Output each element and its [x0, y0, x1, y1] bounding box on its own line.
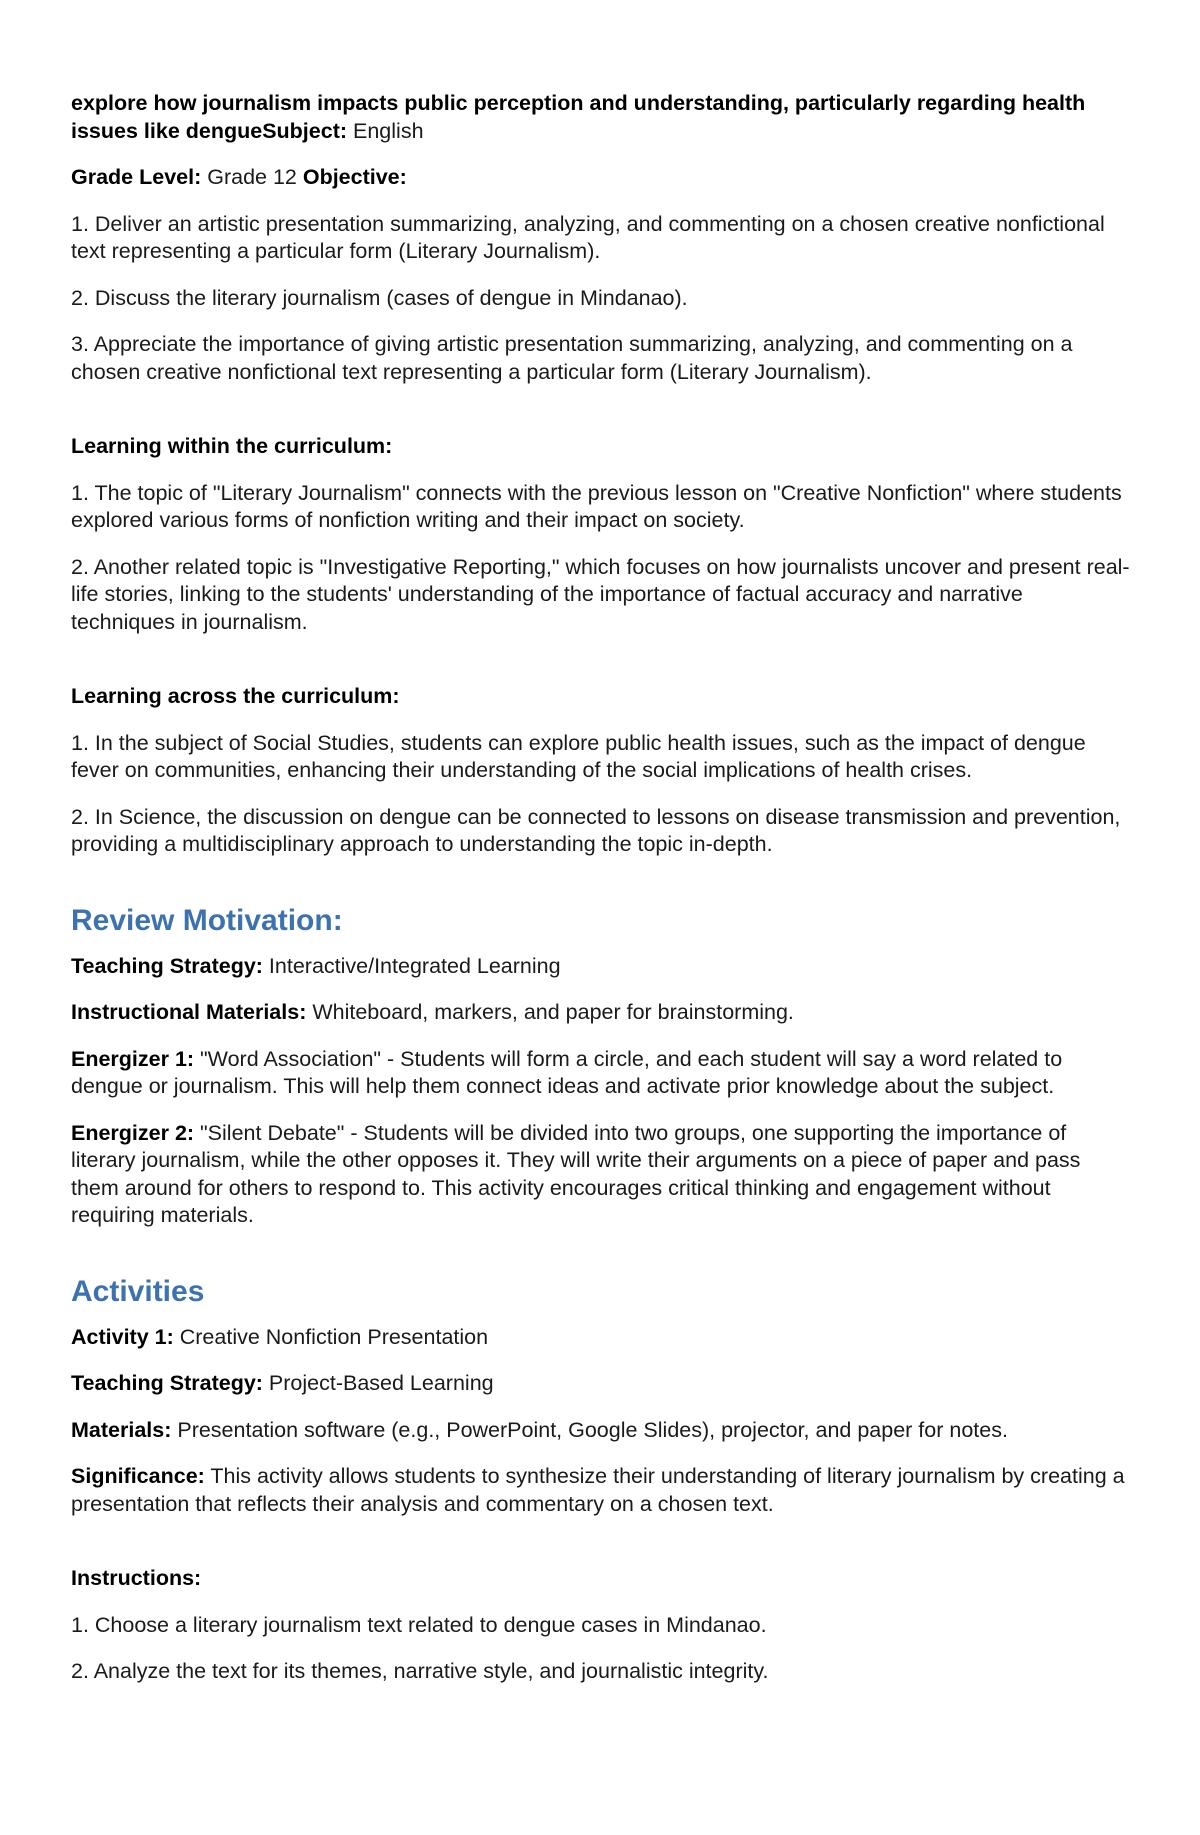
activities-heading: Activities	[71, 1274, 205, 1308]
intro-paragraph	[71, 90, 1130, 145]
grade-value: Grade 12	[201, 165, 303, 189]
activity-1-label: Activity 1:	[71, 1324, 174, 1349]
across-curriculum-heading-text: Learning across the curriculum:	[71, 684, 400, 708]
within-curriculum-heading	[71, 433, 1130, 461]
activity-significance-label: Significance:	[71, 1464, 205, 1488]
energizer-1-value: "Word Association" - Students will form a circle, and each student will say a word related to dengue or journalism. This will help them connect ideas and activate prior knowledge about the subject.	[71, 1046, 1063, 1098]
activity-strategy-value: Project-Based Learning	[262, 1371, 494, 1395]
objective-item-1: 1. Deliver an artistic presentation summarizing, analyzing, and commenting on a chosen creative nonfictional text representing a particular form (Literary Journalism).	[71, 211, 1105, 263]
review-materials-line	[71, 999, 1130, 1027]
across-item-1: 1. In the subject of Social Studies, students can explore public health issues, such as the impact of dengue fever on communities, enhancing their understanding of the social implications of health crises.	[71, 730, 1086, 782]
energizer-2-value: "Silent Debate" - Students will be divided into two groups, one supporting the importance of literary journalism, while the other opposes it. They will write their arguments on a piece of paper and pass them around for others to respond to. This activity encourages critical thinking and engagement without requiring materials.	[71, 1120, 1081, 1227]
intro-text: explore how journalism impacts public perception and understanding, particularly regarding health issues like dengue	[71, 91, 1086, 143]
subject-value: English	[347, 118, 424, 143]
grade-label: Grade Level:	[71, 165, 202, 189]
energizer-2-line	[71, 1120, 1130, 1230]
activity-materials-value: Presentation software (e.g., PowerPoint, Google Slides), projector, and paper for notes.	[171, 1417, 1008, 1442]
review-materials-label: Instructional Materials:	[71, 1000, 307, 1024]
review-strategy-line	[71, 953, 1130, 981]
activity-strategy-label: Teaching Strategy:	[71, 1371, 263, 1395]
instruction-item-2: 2. Analyze the text for its themes, narrative style, and journalistic integrity.	[71, 1659, 769, 1683]
activity-materials-line	[71, 1417, 1130, 1445]
activity-1-line	[71, 1324, 1130, 1352]
objective-item-3: 3. Appreciate the importance of giving artistic presentation summarizing, analyzing, and commenting on a chosen creative nonfictional text representing a particular form (Literary Journalism).	[71, 332, 1073, 384]
review-strategy-label: Teaching Strategy:	[71, 953, 263, 978]
objective-item-2: 2. Discuss the literary journalism (cases of dengue in Mindanao).	[71, 285, 688, 310]
across-item-2: 2. In Science, the discussion on dengue can be connected to lessons on disease transmission and prevention, providing a multidisciplinary approach to understanding the topic in-depth.	[71, 804, 1121, 856]
subject-label: Subject:	[262, 118, 348, 143]
instructions-heading-text: Instructions:	[71, 1566, 202, 1590]
within-item-1: 1. The topic of "Literary Journalism" connects with the previous lesson on "Creative Nonfiction" where students explored various forms of nonfiction writing and their impact on society.	[71, 480, 1122, 532]
across-curriculum-heading	[71, 683, 1130, 711]
instruction-item-1: 1. Choose a literary journalism text related to dengue cases in Mindanao.	[71, 1612, 767, 1637]
energizer-2-label: Energizer 2:	[71, 1120, 195, 1145]
within-item-2: 2. Another related topic is "Investigative Reporting," which focuses on how journalists uncover and present real-life stories, linking to the students' understanding of the importance of factual accuracy and narrative techniques in journalism.	[71, 554, 1130, 634]
activity-1-value: Creative Nonfiction Presentation	[173, 1324, 489, 1349]
within-curriculum-heading-text: Learning within the curriculum:	[71, 434, 393, 458]
activity-significance-value: This activity allows students to synthesize their understanding of literary journalism by creating a presentation that reflects their analysis and commentary on a chosen text.	[71, 1464, 1125, 1516]
instructions-heading	[71, 1565, 1130, 1593]
energizer-1-label: Energizer 1:	[71, 1046, 195, 1071]
review-motivation-heading: Review Motivation:	[71, 903, 343, 937]
energizer-1-line	[71, 1046, 1130, 1101]
activity-materials-label: Materials:	[71, 1417, 172, 1442]
review-strategy-value: Interactive/Integrated Learning	[262, 953, 561, 978]
review-materials-value: Whiteboard, markers, and paper for brainstorming.	[306, 1000, 794, 1024]
grade-objective-line	[71, 164, 1130, 192]
activity-significance-line	[71, 1463, 1130, 1518]
activity-strategy-line	[71, 1370, 1130, 1398]
objective-label: Objective:	[302, 165, 407, 189]
